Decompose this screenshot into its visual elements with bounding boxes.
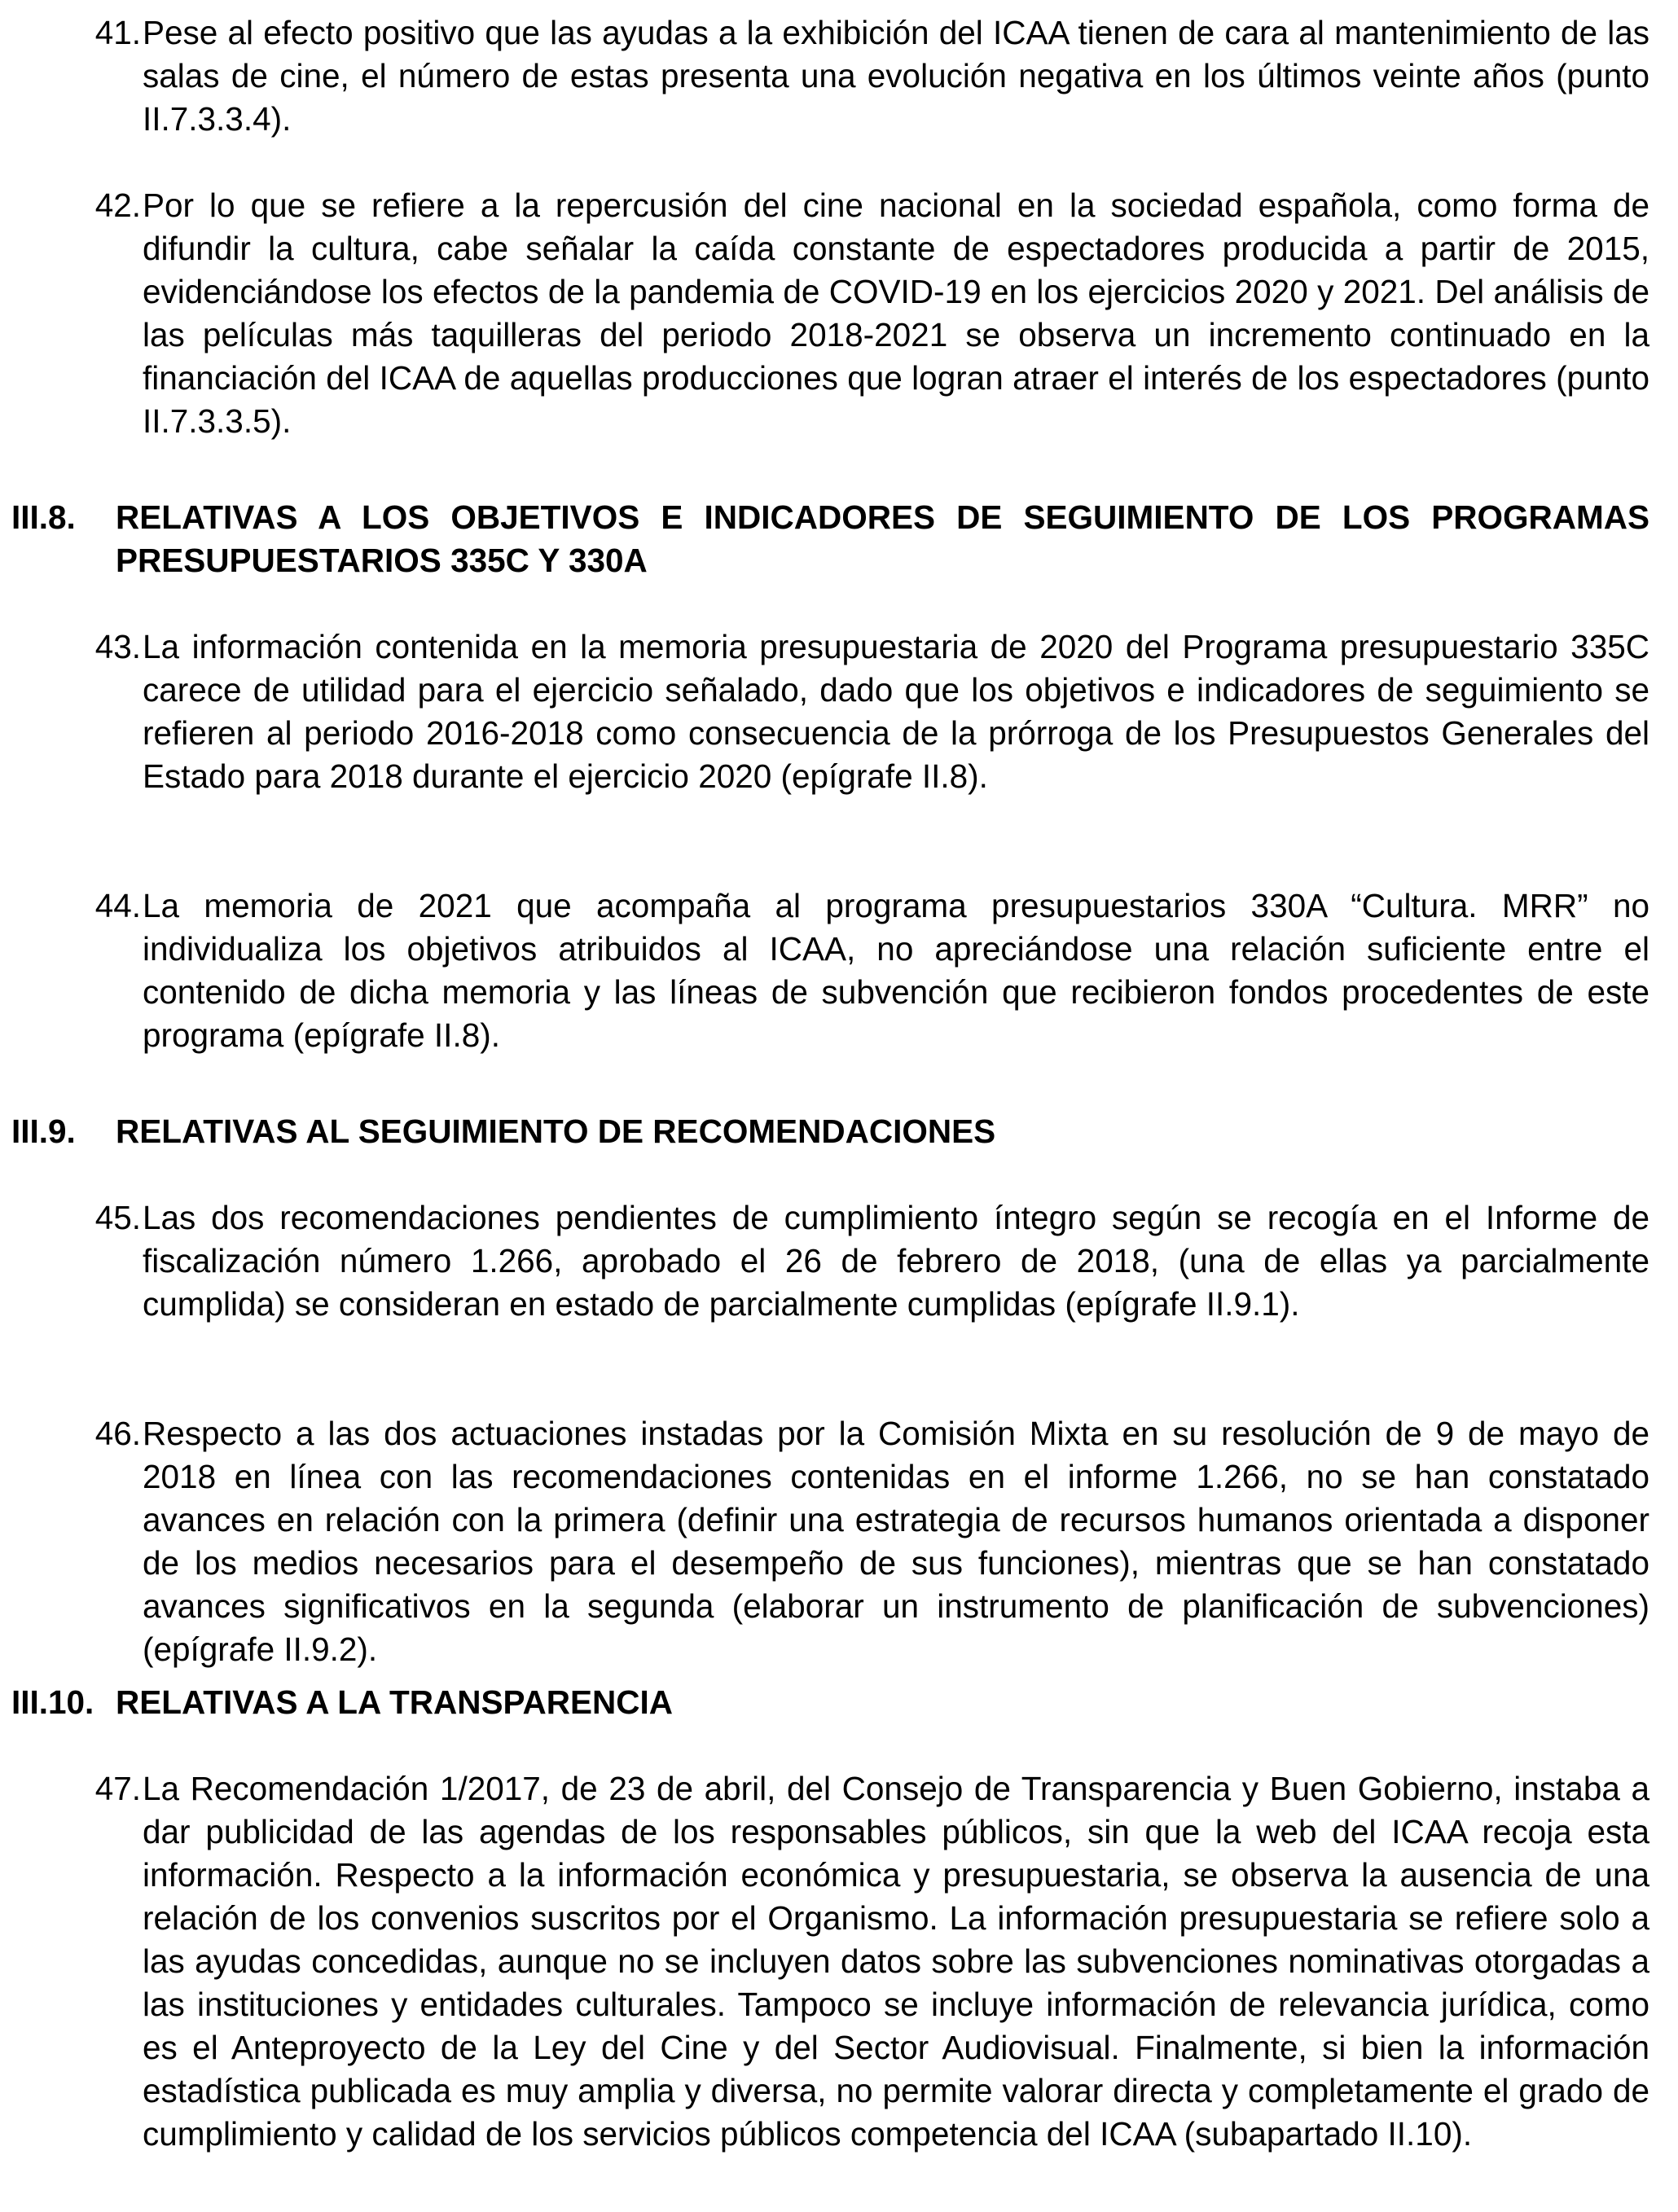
paragraph-text: La memoria de 2021 que acompaña al programa presupuestarios 330A “Cultura. MRR” no individualiza los objetivos atribuidos al ICAA, no apreciándose una relación suficiente entre el contenido de dicha memoria y las líneas de subvención que recibieron fondos procedentes de este programa (epígrafe II.8). — [143, 887, 1649, 1054]
section-heading-iii-10 — [11, 1681, 1649, 1724]
section-number: III.8. — [11, 498, 76, 536]
paragraph-number: 41. — [94, 14, 141, 51]
paragraph-text: La información contenida en la memoria presupuestaria de 2020 del Programa presupuestario 335C carece de utilidad para el ejercicio señalado, dado que los objetivos e indicadores de seguimiento se refieren al periodo 2016-2018 como consecuencia de la prórroga de los Presupuestos Generales del Estado para 2018 durante el ejercicio 2020 (epígrafe II.8). — [143, 628, 1649, 795]
section-title: RELATIVAS A LOS OBJETIVOS E INDICADORES DE SEGUIMIENTO DE LOS PROGRAMAS PRESUPUESTARIOS 335C Y 330A — [116, 498, 1649, 579]
section-title: RELATIVAS AL SEGUIMIENTO DE RECOMENDACIONES — [116, 1113, 996, 1150]
paragraph-number: 43. — [94, 628, 141, 665]
section-heading-iii-9 — [11, 1110, 1649, 1153]
paragraph-number: 45. — [94, 1199, 141, 1236]
section-number: III.10. — [11, 1683, 94, 1721]
paragraph-number: 44. — [94, 887, 141, 924]
paragraph-number: 42. — [94, 187, 141, 224]
paragraph-41 — [77, 11, 1649, 141]
section-heading-iii-8 — [11, 496, 1649, 582]
paragraph-text: Las dos recomendaciones pendientes de cumplimiento íntegro según se recogía en el Informe de fiscalización número 1.266, aprobado el 26 de febrero de 2018, (una de ellas ya parcialmente cumplida) se consideran en estado de parcialmente cumplidas (epígrafe II.9.1). — [143, 1199, 1649, 1323]
paragraph-number: 46. — [94, 1415, 141, 1452]
section-title: RELATIVAS A LA TRANSPARENCIA — [116, 1683, 673, 1721]
section-number: III.9. — [11, 1113, 76, 1150]
paragraph-text: La Recomendación 1/2017, de 23 de abril, del Consejo de Transparencia y Buen Gobierno, instaba a dar publicidad de las agendas de los responsables públicos, sin que la web del ICAA recoja esta información. Respecto a la información económica y presupuestaria, se observa la ausencia de una relación de los convenios suscritos por el Organismo. La información presupuestaria se refiere solo a las ayudas concedidas, aunque no se incluyen datos sobre las subvenciones nominativas otorgadas a las instituciones y entidades culturales. Tampoco se incluye información de relevancia jurídica, como es el Anteproyecto de la Ley del Cine y del Sector Audiovisual. Finalmente, si bien la información estadística publicada es muy amplia y diversa, no permite valorar directa y completamente el grado de cumplimiento y calidad de los servicios públicos competencia del ICAA (subapartado II.10). — [143, 1770, 1649, 2153]
paragraph-text: Pese al efecto positivo que las ayudas a la exhibición del ICAA tienen de cara al mantenimiento de las salas de cine, el número de estas presenta una evolución negativa en los últimos veinte años (punto II.7.3.3.4). — [143, 14, 1649, 138]
paragraph-45 — [77, 1196, 1649, 1326]
paragraph-number: 47. — [94, 1770, 141, 1807]
paragraph-44 — [77, 884, 1649, 1057]
paragraph-47 — [77, 1767, 1649, 2156]
paragraph-text: Respecto a las dos actuaciones instadas por la Comisión Mixta en su resolución de 9 de mayo de 2018 en línea con las recomendaciones contenidas en el informe 1.266, no se han constatado avances en relación con la primera (definir una estrategia de recursos humanos orientada a disponer de los medios necesarios para el desempeño de sus funciones), mientras que se han constatado avances significativos en la segunda (elaborar un instrumento de planificación de subvenciones) (epígrafe II.9.2). — [143, 1415, 1649, 1668]
paragraph-46 — [77, 1412, 1649, 1671]
paragraph-43 — [77, 625, 1649, 798]
paragraph-text: Por lo que se refiere a la repercusión del cine nacional en la sociedad española, como forma de difundir la cultura, cabe señalar la caída constante de espectadores producida a partir de 2015, evidenciándose los efectos de la pandemia de COVID-19 en los ejercicios 2020 y 2021. Del análisis de las películas más taquilleras del periodo 2018-2021 se observa un incremento continuado en la financiación del ICAA de aquellas producciones que logran atraer el interés de los espectadores (punto II.7.3.3.5). — [143, 187, 1649, 440]
paragraph-42 — [77, 184, 1649, 443]
